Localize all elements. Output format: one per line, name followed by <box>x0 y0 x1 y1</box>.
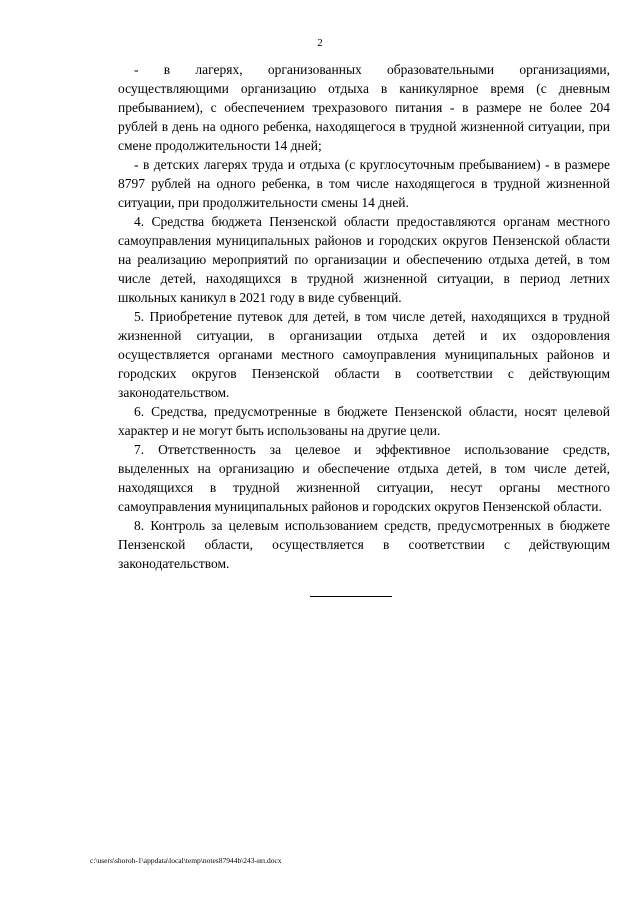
paragraph-clause-4: 4. Средства бюджета Пензенской области предоставляются органам местного самоуправления муниципальных районов и городских округов Пензенской области на реализацию мероприятий по организации и обеспечению отдыха детей, в том числе детей, находящихся в трудной жизненной ситуации, в период летних школьных каникул в 2021 году в виде субвенций. <box>118 214 610 305</box>
paragraph-day-camps: - в лагерях, организованных образовательными организациями, осуществляющими организацию отдыха в каникулярное время (с дневным пребыванием), с обеспечением трехразового питания - в размере не более 204 рублей в день на одного ребенка, находящегося в трудной жизненной ситуации, при смене продолжительности 14 дней; <box>118 62 610 153</box>
paragraph-clause-5: 5. Приобретение путевок для детей, в том числе детей, находящихся в трудной жизненной ситуации, в организации отдыха детей и их оздоровления осуществляется органами местного самоуправления муниципальных районов и городских округов Пензенской области в соответствии с действующим законодательством. <box>118 309 610 400</box>
paragraph-clause-8: 8. Контроль за целевым использованием средств, предусмотренных в бюджете Пензенской области, осуществляется в соответствии с действующим законодательством. <box>118 518 610 571</box>
end-separator-line <box>310 596 392 597</box>
document-body <box>118 60 610 573</box>
page-number: 2 <box>317 37 323 49</box>
paragraph-clause-7: 7. Ответственность за целевое и эффективное использование средств, выделенных на организацию и обеспечение отдыха детей, в том числе детей, находящихся в трудной жизненной ситуации, несут органы местного самоуправления муниципальных районов и городских округов Пензенской области. <box>118 442 610 514</box>
footer-file-path: c:\users\shoroh-1\appdata\local\temp\notes87944b\243-ип.docx <box>90 856 282 865</box>
paragraph-clause-6: 6. Средства, предусмотренные в бюджете Пензенской области, носят целевой характер и не могут быть использованы на другие цели. <box>118 404 610 438</box>
paragraph-labor-camps: - в детских лагерях труда и отдыха (с круглосуточным пребыванием) - в размере 8797 рублей на одного ребенка, в том числе находящегося в трудной жизненной ситуации, при продолжительности смены 14 дней. <box>118 157 610 210</box>
